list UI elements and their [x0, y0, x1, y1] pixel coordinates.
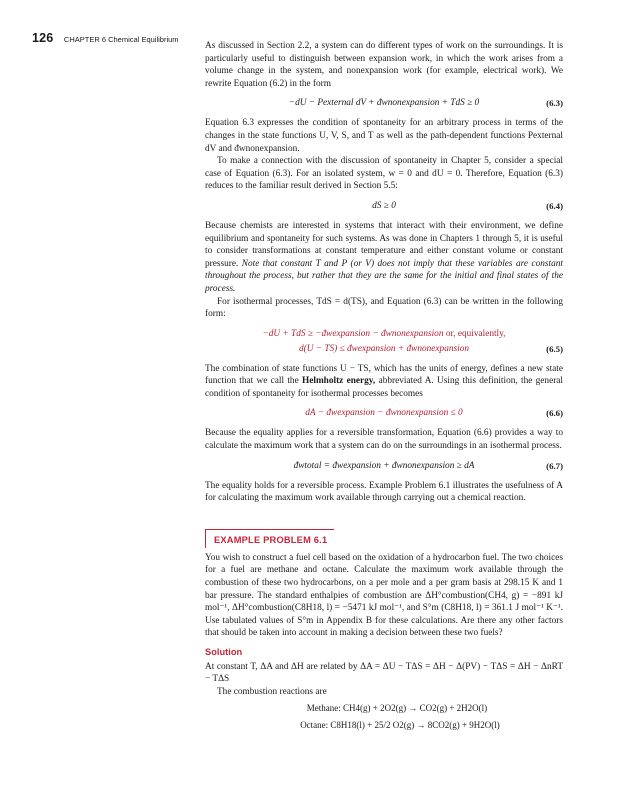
- paragraph-7: Because the equality applies for a reversible transformation, Equation (6.6) provides a way to calculate the maximum work that a system can do on the surroundings in an isothermal process.: [205, 428, 563, 452]
- equation-6-5a-main: −dU + TdS ≥ −đwexpansion − đwnonexpansion: [262, 328, 444, 339]
- solution-label: Solution: [205, 647, 243, 657]
- page-number: 126: [32, 31, 54, 45]
- equation-6-4-number: (6.4): [546, 200, 563, 211]
- paragraph-3: To make a connection with the discussion of spontaneity in Chapter 5, consider a special case of Equation (6.3). For an isolated system, w = 0 and dU = 0. Therefore, Equation (6.3) reduces to the familiar result derived in Section 5.5:: [205, 156, 563, 192]
- helmholtz-term: Helmholtz energy,: [302, 376, 376, 387]
- reaction-octane-label: Octane:: [300, 719, 329, 730]
- equation-6-5a-tail: or, equivalently,: [445, 328, 506, 339]
- equation-6-5a-expr: [205, 328, 563, 341]
- example-header: [205, 529, 334, 548]
- equation-6-3-expr: −dU − Pexternal dV + đwnonexpansion + TdS ≥ 0: [288, 98, 480, 109]
- equation-6-5b-expr: d(U − TS) ≤ đwexpansion + đwnonexpansion: [298, 343, 469, 354]
- paragraph-4-main: Because chemists are interested in systems that interact with their environment, we define equilibrium and spontaneity for such systems. As was done in Chapters 1 through 5, it is useful to consider transformations at constant temperature and either constant volume or constant pressure.: [205, 220, 563, 269]
- reaction-octane-equation: C8H18(l) + 25/2 O2(g) → 8CO2(g) + 9H2O(l): [330, 719, 500, 730]
- reaction-methane-equation: CH4(g) + 2O2(g) → CO2(g) + 2H2O(l): [343, 703, 488, 714]
- reaction-octane: [205, 719, 563, 732]
- example-problem: You wish to construct a fuel cell based on the oxidation of a hydrocarbon fuel. The two choices for a fuel are methane and octane. Calculate the maximum work available through the combustion of these two hydrocarbons, on a per mole and a per gram basis at 298.15 K and 1 bar pressure. The standard enthalpies of combustion are ΔH°combustion(CH4, g) = −891 kJ mol⁻¹, ΔH°combustion(C8H18, l) = −5471 kJ mol⁻¹, and S°m (C8H18, l) = 361.1 J mol⁻¹ K⁻¹. Use tabulated values of S°m in Appendix B for these calculations. Are there any other factors that should be taken into account in making a decision between these two fuels?: [205, 552, 563, 639]
- paragraph-2: Equation 6.3 expresses the condition of spontaneity for an arbitrary process in terms of the changes in the state functions U, V, S, and T as well as the path-dependent functions Pexternal dV and đwnonexpansion.: [205, 118, 563, 154]
- equation-6-5a: [205, 328, 563, 341]
- reaction-methane-label: Methane:: [306, 703, 341, 714]
- equation-6-6-number: (6.6): [546, 408, 563, 419]
- equation-6-4-expr: dS ≥ 0: [372, 200, 396, 211]
- running-head: CHAPTER 6 Chemical Equilibrium: [63, 35, 179, 44]
- paragraph-6-end: abbreviated A. Using this definition, the general condition of spontaneity for isothermal processes becomes: [205, 376, 564, 399]
- paragraph-6: [205, 363, 563, 401]
- equation-6-7: [205, 460, 563, 473]
- equation-6-3: [205, 97, 563, 110]
- paragraph-1: As discussed in Section 2.2, a system can do different types of work on the surroundings. It is particularly useful to distinguish between expansion work, in which the work arises from a volume change in the system, and nonexpansion work (for example, electrical work). We rewrite Equation (6.2) in the form: [205, 41, 563, 89]
- equation-6-7-expr: đwtotal = đwexpansion + đwnonexpansion ≥ dA: [293, 460, 475, 471]
- page-header: [32, 29, 179, 47]
- paragraph-8: The equality holds for a reversible process. Example Problem 6.1 illustrates the usefulness of A for calculating the maximum work available through carrying out a chemical reaction.: [205, 480, 563, 504]
- paragraph-5: For isothermal processes, TdS = d(TS), and Equation (6.3) can be written in the following form:: [205, 296, 563, 320]
- paragraph-6-start: The combination of state functions U − TS, which has the units of energy, defines a new state function that we call the: [205, 363, 563, 387]
- main-column: [205, 40, 563, 732]
- paragraph-4-emphasis: Note that constant T and P (or V) does not imply that these variables are constant throughout the process, but rather that they are the same for the initial and final states of the process.: [205, 258, 564, 294]
- solution-text: At constant T, ΔA and ΔH are related by ΔA = ΔU − TΔS = ΔH − Δ(PV) − TΔS = ΔH − ΔnRT − TΔS: [205, 661, 563, 685]
- equation-6-4: [205, 200, 563, 213]
- equation-6-3-number: (6.3): [546, 98, 563, 109]
- example-title: EXAMPLE PROBLEM 6.1: [214, 534, 328, 545]
- equation-6-5-number: (6.5): [546, 343, 563, 354]
- reaction-methane: [205, 702, 563, 715]
- equation-6-7-number: (6.7): [546, 460, 563, 471]
- equation-6-6: [205, 407, 563, 420]
- equation-6-5b: [205, 343, 563, 356]
- reactions-intro: The combustion reactions are: [217, 686, 327, 697]
- paragraph-4: [205, 220, 563, 296]
- equation-6-6-expr: dA − đwexpansion − đwnonexpansion ≤ 0: [305, 408, 463, 419]
